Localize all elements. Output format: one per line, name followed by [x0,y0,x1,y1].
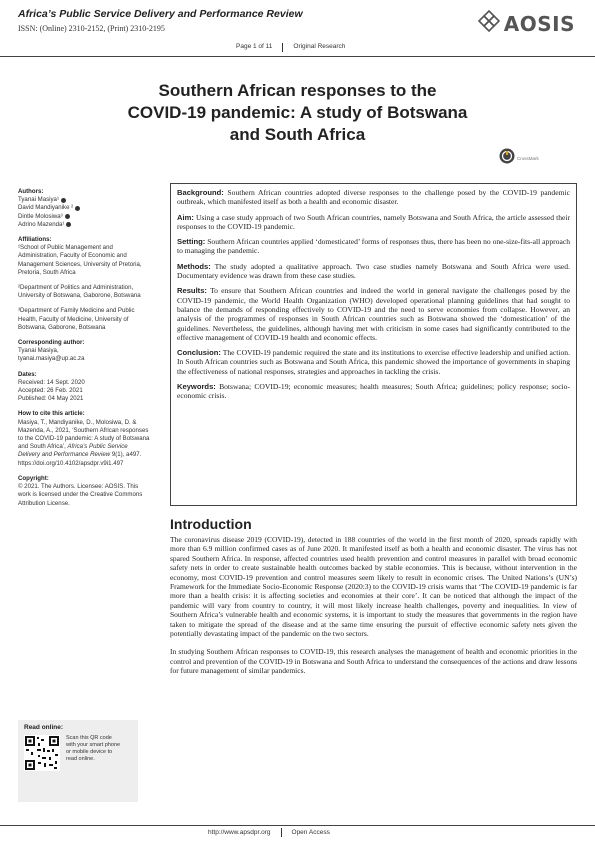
title-line-3: and South Africa [229,125,366,144]
copyright-block [18,475,150,508]
abstract-methods: Methods: The study adopted a qualitative approach. Two case studies namely Botswana and South Africa were used. Documentary evidence was drawn from these case studies. [177,261,571,281]
footer-rule [0,825,595,826]
affiliation-1: ¹School of Public Management and Administration, Faculty of Economic and Management Sciences, University of Pretoria, Pretoria, South Africa [18,244,142,276]
page-number: Page 1 of 11 [236,43,273,50]
journal-issn: ISSN: (Online) 2310-2152, (Print) 2310-2195 [18,24,165,33]
crossmark-icon [499,148,515,169]
aosis-logo-icon [478,10,500,37]
page-footer [208,828,330,837]
header-rule [0,56,595,57]
introduction-body [170,535,577,685]
crossmark-label: CrossMark [517,156,539,161]
orcid-icon[interactable] [61,198,66,203]
orcid-icon[interactable] [65,214,70,219]
title-line-2: COVID-19 pandemic: A study of Botswana [127,103,468,122]
affiliations-heading: Affiliations: [18,236,52,244]
page-header [236,43,345,52]
corresponding-email[interactable]: tyanai.masiya@up.ac.za [18,355,85,363]
read-online-instructions: Scan this QR code with your smart phone or mobile device to read online. [66,735,121,762]
introduction-paragraph-2: In studying Southern African responses to COVID-19, this research analyses the management of health and economic priorities in the control and prevention of the COVID-19 in Botswana and South Africa to understand the consequences of the actions and draw lessons for future management of similar pandemics. [170,647,577,676]
author-3: Dintle Molosiwa³ [18,213,150,221]
corresponding-heading: Corresponding author: [18,339,85,347]
introduction-heading: Introduction [170,516,252,532]
abstract-results: Results: To ensure that Southern African countries and indeed the world in general navigate the challenges posed by the COVID-19 pandemic, the World Health Organization (WHO) developed operational planning guidelines that had sought to balance the demands of responding effectively to COVID-19 and the need to serve economies from collapse. However, an analysis of the programmes of responses in South African countries such as Botswana showed the ‘domestication’ of the guidelines. Nevertheless, the guidelines, although having met with criticism in some cases had significantly contributed to the effective management of COVID-19 health and economic effects. [177,286,570,342]
abstract-setting: Setting: Southern African countries applied ‘domesticated’ forms of responses thus, there has been no one-size-fits-all approach to managing the pandemic. [177,237,570,256]
authors-block [18,188,150,229]
title-line-1: Southern African responses to the [158,81,437,100]
crossmark-badge[interactable] [499,148,539,169]
copyright-heading: Copyright: [18,474,49,482]
corresponding-name: Tyanai Masiya, [18,347,59,355]
header-divider [282,43,283,52]
affiliation-3: ³Department of Family Medicine and Public Health, Faculty of Medicine, University of Botswana, Gaborone, Botswana [18,307,135,331]
aosis-logo[interactable] [478,10,575,37]
abstract-box [170,183,577,506]
citation-block [18,410,150,467]
qr-code-icon[interactable] [24,735,60,776]
article-section: Original Research [293,43,346,50]
journal-title: Africa’s Public Service Delivery and Performance Review [18,8,303,20]
journal-url-link[interactable]: http://www.apsdpr.org [208,829,271,836]
citation-heading: How to cite this article: [18,410,85,418]
corresponding-block [18,339,150,364]
orcid-icon[interactable] [75,206,80,211]
date-published: Published: 04 May 2021 [18,395,84,403]
open-access-label: Open Access [291,829,330,836]
dates-block [18,371,150,404]
read-online-box [18,720,138,802]
read-online-heading: Read online: [24,724,64,731]
abstract-aim: Aim: Using a case study approach of two South African countries, namely Botswana and South Africa, the article assessed their responses to the COVID-19 pandemic. [177,212,570,231]
date-received: Received: 14 Sept. 2020 [18,378,85,386]
author-1: Tyanai Masiya¹ [18,196,150,204]
introduction-paragraph-1: The coronavirus disease 2019 (COVID-19), detected in 188 countries of the world in the first month of 2020, spreads rapidly with more than 6.9 million confirmed cases as of June 2020. It manifested itself as both a health and economic disaster. The virus has not spared Southern Africa. In response, affected countries used health prevention and control measures in parallel with broad economic safety nets in order to create sustainable health outcomes backed by stable economies. This is because, without intervention in the economy, most COVID-19 prevention and control measures seem likely to result in economic crises. The United Nations’s (UN’s) Framework for the Immediate Socio-Economic Response (2020:3) to the COVID-19 crisis warns that ‘The COVID-19 pandemic is far more than a health crisis: it is affecting societies and economies at their core’. It can be noticed that although the impact of the pandemic will vary from country to country, it will most likely increase health challenges, poverty and inequalities. In view of Southern Africa’s vulnerable health and economic systems, it is important to study the measures that governments in the region have taken to mitigate the spread of the disease and at the same time ensuring the pursuit of effective economic safety nets given the potentially devastating impact of the pandemic on the two sectors. [170,535,577,639]
date-accepted: Accepted: 26 Feb. 2021 [18,387,83,395]
affiliation-2: ²Department of Politics and Administration, University of Botswana, Gaborone, Botswana [18,284,141,300]
article-title [60,80,535,146]
author-2: David Mandiyanike ² [18,204,150,212]
citation-text: Masiya, T., Mandiyanike, D., Molosiwa, D. & Mazenda, A., 2021, ‘Southern African responses to the COVID-19 pandemic: A study of Botswana and South Africa’, Africa’s Public Service Delivery and Performance Review 9(1), a497. https://doi.org/10.4102/apsdpr.v9i1.497 [18,418,150,467]
dates-heading: Dates: [18,370,37,378]
abstract-background: Background: Southern African countries adopted diverse responses to the challenge posed by the COVID-19 pandemic outbreak, which manifested itself as both a health and economic disaster. [177,188,570,207]
author-4: Adrino Mazenda¹ [18,221,150,229]
authors-heading: Authors: [18,188,44,195]
affiliations-block [18,236,150,332]
aosis-logo-text: AOSIS [503,11,575,36]
abstract-keywords: Keywords: Botswana; COVID-19; economic measures; health measures; South Africa; guidelines; policy response; socio-economic crisis. [177,382,570,401]
orcid-icon[interactable] [66,222,71,227]
copyright-text: © 2021. The Authors. Licensee: AOSIS. This work is licensed under the Creative Commons Attribution License. [18,483,143,507]
abstract-conclusion: Conclusion: The COVID-19 pandemic required the state and its institutions to exercise effective leadership and unified action. In South African countries such as Botswana and South Africa, this pandemic showed the importance of governments in shaping the effectiveness of national responses, strategies and approaches in tackling the crisis. [177,348,571,376]
footer-divider [281,828,282,837]
